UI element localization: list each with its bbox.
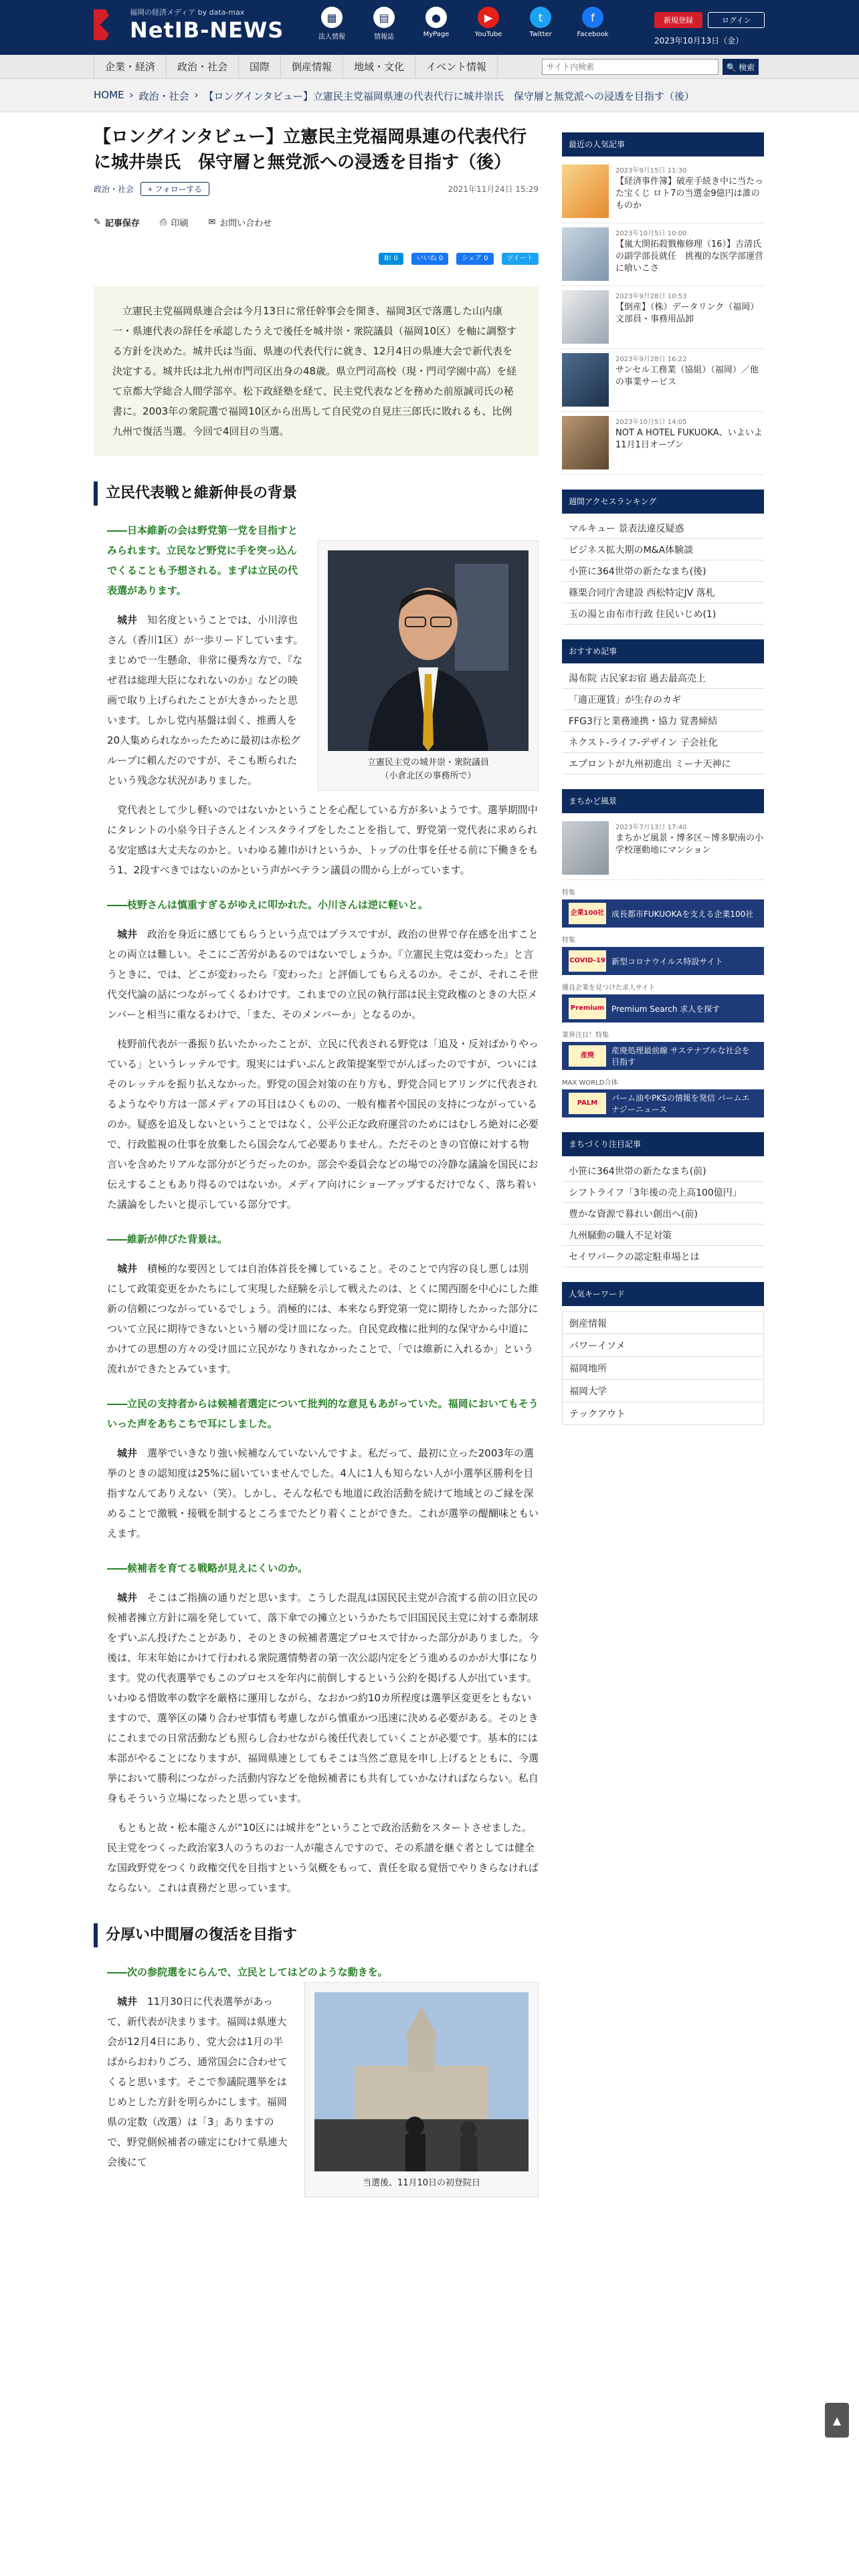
chevron-right-icon: ›	[129, 89, 134, 101]
article-date: 2021年11月24日 15:29	[448, 185, 539, 194]
ranking-item[interactable]: ビジネス拡大期のM&A体験談	[562, 539, 764, 560]
breadcrumb	[0, 79, 859, 112]
header-link-twitter[interactable]	[523, 7, 558, 41]
photo-caption: 当選後、11月10日の初登院日	[362, 2178, 481, 2188]
keyword-item[interactable]: 倒産情報	[562, 1311, 764, 1334]
article-title: まちかど風景・博多区～博多駅南の小学校運動地にマンション	[615, 833, 764, 855]
interview-question: ――維新が伸びた背景は。	[107, 1233, 228, 1245]
recommend-item[interactable]: FFG3行と業務連携・協力 覚書締結	[562, 710, 764, 732]
youtube-icon: ▶	[478, 7, 499, 28]
caption-line: 立憲民主党の城井崇・衆院議員	[367, 758, 489, 768]
article-lead: 立憲民主党福岡県連合会は今月13日に常任幹事会を開き、福岡3区で落選した山内康一・県連代表の辞任を承認したうえで後任を城井崇・衆院議員（福岡10区）を軸に調整する方針を決めた。城井氏は当面、県連の代表代行に就き、12月4日の県連大会で新代表を決定する。城井氏は北九州市門司区出身の48歳。県立門司高校（現・門司学園中高）を経て京都大学総合人間学部卒。松下政経塾を経て、民主党代表などを務めた前原誠司氏の秘書に。2003年の衆院選で福岡10区から出馬して自民党の自見庄三郎氏に敗れるも、比例九州で復活当選。今回で4回目の当選。	[94, 286, 539, 456]
chevron-right-icon: ›	[194, 89, 199, 101]
article-date: 2023年10月5日 14:05	[615, 419, 687, 426]
current-date: 2023年10月13日（金）	[654, 36, 744, 45]
interview-answer	[94, 1588, 539, 1808]
portrait-image	[328, 550, 529, 751]
header-link-label: 法人情報	[318, 33, 345, 41]
speaker-name: 城井	[117, 928, 138, 940]
banner-label: 特集	[562, 889, 575, 897]
answer-text: 選挙でいきなり強い候補なんていないんですよ。私だって、最初に立った2003年の選挙のときの認知度は25%に届いていませんでした。4人に1人も知らない人が小選挙区勝利を目指すなんてありえない（笑）。しかし、そんな私でも地道に政治活動を続けて地域とのご縁を深めることで激戦・接戦を制するところまでたどり着くことができた。これが選挙の醍醐味ともいえます。	[107, 1447, 539, 1539]
interview-answer	[94, 1443, 539, 1543]
magazine-icon: ▤	[373, 7, 395, 28]
ranking-item[interactable]: 篠栗合同庁舎建設 西松特定JV 落札	[562, 582, 764, 603]
town-article[interactable]	[562, 817, 764, 880]
speaker-name: 城井	[117, 614, 138, 626]
popular-article[interactable]	[562, 160, 764, 223]
contact-label: お問い合わせ	[219, 219, 272, 229]
banner-title: Premium Search 求人を探す	[611, 1004, 721, 1014]
popular-articles	[562, 160, 764, 475]
banner-logo: PALM	[569, 1093, 606, 1114]
pencil-icon: ✎	[94, 217, 101, 227]
global-nav	[0, 55, 859, 79]
machizukuri-item[interactable]: セイワパークの認定駐車場とは	[562, 1246, 764, 1267]
sidebar-heading-machizukuri: まちづくり注目記事	[562, 1132, 764, 1156]
popular-article[interactable]	[562, 412, 764, 475]
nav-item-politics[interactable]: 政治・社会	[167, 55, 239, 79]
follow-label: フォローする	[155, 185, 203, 194]
article-thumbnail	[562, 416, 609, 469]
banner-label: 優良企業を見つけた求人サイト	[562, 984, 656, 992]
user-icon: ●	[425, 7, 447, 28]
logo-mark-icon	[94, 9, 124, 40]
keyword-item[interactable]: パワーイソメ	[562, 1334, 764, 1357]
ranking-item[interactable]: 小笹に364世帯の新たなまち(後)	[562, 560, 764, 582]
article	[94, 124, 539, 2204]
article-title: 【ロングインタビュー】立憲民主党福岡県連の代表代行に城井崇氏 保守層と無党派への浸透を目指す（後）	[94, 127, 527, 173]
interview-question: ――候補者を育てる戦略が見えにくいのか。	[107, 1562, 308, 1574]
header-link-label: YouTube	[474, 31, 502, 38]
interview-question: ――日本維新の会は野党第一党を目指すとみられます。立民など野党に手を突っ込んでくることも予想される。まずは立民の代表選があります。	[107, 524, 298, 597]
print-label: 印刷	[171, 219, 189, 229]
answer-text: 11月30日に代表選挙があって、新代表が決まります。福岡は県連大会が12月4日にあり、党大会は1月の半ばからおわりごろ、通常国会に合わせてくると思います。そこで参議院選挙をはじめとした方針を明らかにします。福岡県の定数（改選）は「3」ありますので、野党側候補者の確定にむけて県連大会後にて	[107, 1996, 288, 2168]
search-button-label: 検索	[739, 62, 755, 72]
site-tagline: 福岡の経済メディア by data-max	[130, 8, 245, 17]
feature-banner[interactable]	[562, 947, 764, 975]
article-title: 【嵐大開拓殺戮権修理（16）】吉清氏の副学部長就任 挑複的な医学部運営に喰いこさ	[615, 239, 764, 274]
sidebar-heading-keywords: 人気キーワード	[562, 1282, 764, 1306]
feature-banner[interactable]	[562, 1089, 764, 1117]
article-date: 2023年9月28日 10:53	[615, 293, 687, 300]
site-header	[0, 0, 859, 55]
nav-item-region[interactable]: 地域・文化	[343, 55, 415, 79]
article-thumbnail	[562, 821, 609, 875]
caption-line: （小倉北区の事務所で）	[380, 771, 476, 781]
header-link-label: MyPage	[423, 31, 450, 38]
facebook-share-button[interactable]: シェア 0	[456, 253, 493, 265]
keyword-item[interactable]: 福岡地所	[562, 1357, 764, 1380]
sidebar	[562, 132, 764, 1425]
article-title: 【経済事件簿】破産手続き中に当たった宝くじ ロト7の当選金9億円は誰のものか	[615, 177, 764, 211]
banner-label: 特集	[562, 937, 575, 944]
site-logo[interactable]	[94, 7, 284, 43]
contact-button[interactable]	[208, 216, 272, 229]
sidebar-heading-recommend: おすすめ記事	[562, 639, 764, 663]
search-button[interactable]	[723, 59, 759, 75]
article-thumbnail	[562, 290, 609, 344]
answer-text: 積極的な要因としては自治体首長を擁していること。そのことで内容の良し悪しは別にして政策変更をかたちにして実現した経験を示して戦えたのは、とくに関西圏を中心にした維新の信頼につながっているでしょう。消極的には、本来なら野党第一党に期待したかった部分について立民に期待できないという層の受け皿になった。自民党政権に批判的な保守から中道にかけての思想の方々の受け皿に立民がなりきれなかったことで、「では維新に入れるか」という流れができたとみています。	[107, 1263, 539, 1375]
hatena-share-button[interactable]: B! 0	[379, 253, 403, 265]
share-buttons	[94, 253, 539, 265]
register-button[interactable]: 新規登録	[654, 12, 702, 28]
article-category[interactable]: 政治・社会	[94, 185, 134, 194]
ranking-item[interactable]: マルキュー 景表法違反疑惑	[562, 518, 764, 539]
tweet-button[interactable]: ツイート	[502, 253, 539, 265]
article-title: 【倒産】（株）データリンク（福岡）文部員・事務用品卸	[615, 302, 759, 324]
article-date: 2023年7月13日 17:40	[615, 824, 687, 831]
sidebar-heading-town: まちかど風景	[562, 789, 764, 813]
answer-text: もともと故・松本龍さんが“10区には城井を”ということで政治活動をスタートさせました。民主党をつくった政治家3人のうちのお一人が龍さんですので、その系譜を継ぐ者としては健全な国政野党をつくり政権交代を目指すという気概をもって、責任を取る覚悟でやりきらなければならない。これは責務だと思っています。	[107, 1822, 539, 1894]
banner-logo: 産廃	[569, 1045, 606, 1067]
feature-banner[interactable]	[562, 899, 764, 928]
building-icon: ▦	[321, 7, 343, 28]
article-title: サンセル工務業（協組）（福岡）／他の事業サービス	[615, 365, 759, 387]
sidebar-heading-popular: 最近の人気記事	[562, 132, 764, 156]
banner-title: パーム油やPKSの情報を発信 バームエナジーニュース	[611, 1093, 750, 1114]
banner-logo: 企業100社	[569, 903, 606, 924]
answer-text: 党代表として少し軽いのではないかということを心配している方が多いようです。選挙期間中にタレントの小泉今日子さんとインスタライブをしたことを指して、野党第一党代表に求められる安定感は大丈夫なのかと。いわゆる雑巾がけというか、トップの仕事を任せる前に下働きをもう1、2段すべきではないのかという声がベテラン議員の間から上がっています。	[107, 804, 539, 876]
diet-building-image	[314, 1992, 529, 2171]
machizukuri-item[interactable]: 小笹に364世帯の新たなまち(前)	[562, 1160, 764, 1182]
recommend-item[interactable]: 湯布院 古民家お宿 過去最高売上	[562, 667, 764, 689]
nav-item-bankruptcy[interactable]: 倒産情報	[281, 55, 343, 79]
header-link-label: 情報誌	[374, 33, 394, 41]
recommend-item[interactable]: エプロントが九州初進出 ミーナ天神に	[562, 753, 764, 774]
banner-title: 成長都市FUKUOKAを支える企業100社	[611, 909, 754, 919]
interview-answer	[94, 1259, 539, 1379]
recommend-item[interactable]: 「適正運賃」が生存のカギ	[562, 689, 764, 710]
back-to-top-button[interactable]	[825, 2403, 849, 2438]
twitter-icon: t	[530, 7, 551, 28]
breadcrumb-home[interactable]: HOME	[94, 89, 124, 101]
interview-answer	[94, 1034, 539, 1214]
article-thumbnail	[562, 227, 609, 281]
speaker-name: 城井	[117, 1447, 138, 1459]
interview-photo	[304, 1982, 539, 2197]
header-link-facebook[interactable]	[575, 7, 610, 41]
section-heading: 立民代表戦と維新伸長の背景	[94, 481, 539, 506]
machizukuri-item[interactable]: 豊かな資源で暮れい創出へ(前)	[562, 1203, 764, 1224]
feature-banner[interactable]	[562, 994, 764, 1023]
machizukuri-item[interactable]: シフトライフ「3年後の売上高100億円」	[562, 1182, 764, 1203]
article-date: 2023年9月15日 11:30	[615, 167, 687, 175]
article-date: 2023年9月28日 16:22	[615, 356, 687, 363]
nav-item-events[interactable]: イベント情報	[415, 55, 498, 79]
keyword-list	[562, 1311, 764, 1425]
ranking-item[interactable]: 玉の湯と由布市行政 住民いじめ(1)	[562, 603, 764, 625]
article-actions	[94, 216, 539, 229]
sidebar-heading-ranking: 週間アクセスランキング	[562, 490, 764, 514]
banner-title: 新型コロナウイルス特設サイト	[611, 956, 723, 966]
article-title: NOT A HOTEL FUKUOKA、いよいよ11月1日オープン	[615, 428, 763, 450]
header-link-corporate[interactable]	[314, 7, 349, 41]
popular-article[interactable]	[562, 286, 764, 349]
interview-photo	[318, 540, 539, 790]
speaker-name: 城井	[117, 1592, 138, 1604]
search-icon: 🔍	[726, 62, 737, 72]
header-link-label: Facebook	[577, 31, 609, 38]
site-name: NetIB-NEWS	[130, 17, 284, 43]
interview-question: ――次の参院選をにらんで、立民としてはどのような動きを。	[107, 1966, 388, 1978]
facebook-icon: f	[582, 7, 603, 28]
nav-item-international[interactable]: 国際	[239, 55, 281, 79]
answer-text: 知名度ということでは、小川淳也さん（香川1区）が一歩リードしています。まじめで一生懸命、非常に優秀な方で、『なぜ君は総理大臣になれないのか』などの映画で取り上げられたことが大きかったと思います。しかし党内基盤は弱く、推薦人を20人集められなかったために最初は赤松グループに頼んだのですが、そこも断られたという残念な状況がありました。	[107, 614, 304, 786]
print-icon: ⎙	[159, 217, 167, 227]
header-link-mypage[interactable]	[419, 7, 454, 41]
follow-button[interactable]: + フォローする	[140, 182, 209, 196]
banner-title: 産廃処理最前線 サステナブルな社会を目指す	[611, 1046, 750, 1067]
popular-article[interactable]	[562, 223, 764, 286]
answer-text: 枝野前代表が一番振り払いたかったことが、立民に代表される野党は「追及・反対ばかりやっている」というレッテルです。現実にはずいぶんと政策提案型でがんばったのですが、ついにはそのレッテルを振り払えなかった。野党の国会対策の在り方も、野党合同ヒアリングに代表されるようなやり方は一部メディアの耳目はひくものの、一般有権者や国民の支持につながっているのか。疑惑を追及しないということではなく、公平公正な政府運営のためにはむしろ絶対に必要で、行政監視の仕事を放棄したら国会なんて必要ありません。ただそのときの官僚に対する物言いを含めたリアルな部分がどうだったのか。部会や委員会などの場での冷静な議論を国民にお伝えすることもあり得るのではないか。メディア向けにショーアップするだけでなく、落ち着いた議論をしたいと提示している部分です。	[107, 1038, 539, 1210]
header-icons	[314, 7, 610, 41]
header-account	[654, 12, 765, 46]
keyword-item[interactable]: テックアウト	[562, 1402, 764, 1425]
login-button[interactable]: ログイン	[708, 12, 765, 28]
speaker-name: 城井	[117, 1996, 138, 2008]
feature-banner[interactable]	[562, 1042, 764, 1070]
search-input[interactable]	[542, 59, 719, 75]
print-button[interactable]	[160, 216, 188, 229]
answer-text: 政治を身近に感じてもらうという点ではプラスですが、政治の世界で存在感を出すこととの両立は難しい。そこにご苦労があるのではないでしょうか。『立憲民主党は変わった』と言うときに、では、どこが変わったら『変わった』と評価してもらえるのか。そこが、それこそ世代交代論の話につながってくるわけです。これまでの立民の執行部は民主党政権のときの大臣メンバーと相当に重なるわけで、「また、そのメンバーか」となるのか。	[107, 928, 539, 1021]
photo-caption	[328, 756, 529, 783]
site-search	[542, 59, 759, 75]
recommend-list	[562, 667, 764, 774]
nav-item-economy[interactable]: 企業・経済	[94, 55, 167, 79]
banner-label: 業界注目！特集	[562, 1032, 609, 1039]
mail-icon: ✉	[208, 217, 216, 227]
interview-question: ――立民の支持者からは候補者選定について批判的な意見もあがっていた。福岡においてもそういった声をあちこちで耳にしました。	[107, 1398, 539, 1430]
section-heading: 分厚い中間層の復活を目指す	[94, 1923, 539, 1947]
header-link-magazine[interactable]	[367, 7, 401, 41]
header-link-youtube[interactable]	[471, 7, 506, 41]
popular-article[interactable]	[562, 349, 764, 412]
save-label: 記事保存	[104, 219, 140, 229]
arrow-up-icon: ▲	[832, 2413, 842, 2427]
banner-logo: COVID-19	[569, 950, 606, 972]
breadcrumb-category[interactable]: 政治・社会	[138, 90, 189, 102]
header-link-label: Twitter	[529, 31, 552, 38]
interview-answer	[94, 924, 539, 1025]
banner-logo: Premium	[569, 998, 606, 1019]
recommend-item[interactable]: ネクスト-ライフ-デザイン 子会社化	[562, 732, 764, 753]
ranking-list	[562, 518, 764, 625]
facebook-like-button[interactable]: いいね 0	[411, 253, 449, 265]
interview-answer	[94, 1818, 539, 1898]
answer-text: そこはご指摘の通りだと思います。こうした混乱は国民民主党が合流する前の旧立民の候補者擁立方針に端を発していて、落下傘での擁立というかたちで旧国民民主党に対する牽制球をずいぶん投げたことがあり、そのときの候補者選定プロセスで甘かった部分がありました。今後は、年末年始にかけて行われる衆院選情勢者の第一次公認内定をどう進めるのかが大事になります。党の代表選挙でもこのプロセスを年内に前倒しするという公約を掲げる人が出ています。いわゆる惜敗率の数字を厳格に運用しながら、なおかつ約10カ所程度は選挙区変更をともないますので、選挙区の隣り合わせ事情も考慮しながら慎重かつ迅速に決める必要がある。そのときにこれまでの日常活動なども照らし合わせながら後任代表していくことが必要です。基本的には本部がやることになりますが、福岡県連としてもそこは当然ご意見を申し上げるとともに、今選挙において勝利につながった活動内容などを他候補者にも共有していかなければならない。私自身もそういう立場になったと思っています。	[107, 1592, 539, 1804]
speaker-name: 城井	[117, 1263, 138, 1275]
save-article-button[interactable]	[94, 216, 140, 229]
interview-question: ――枝野さんは慎重すぎるがゆえに叩かれた。小川さんは逆に軽いと。	[107, 899, 429, 911]
keyword-item[interactable]: 福岡大学	[562, 1380, 764, 1402]
article-thumbnail	[562, 353, 609, 407]
machizukuri-item[interactable]: 九州騒動の職人不足対策	[562, 1224, 764, 1246]
banner-label: MAX WORLD合体	[562, 1079, 618, 1087]
breadcrumb-current: 【ロングインタビュー】立憲民主党福岡県連の代表代行に城井崇氏 保守層と無党派への浸透を目指す（後）	[203, 90, 694, 102]
article-thumbnail	[562, 165, 609, 218]
interview-answer	[94, 800, 539, 880]
article-date: 2023年10月5日 10:00	[615, 230, 687, 237]
machizukuri-list	[562, 1160, 764, 1267]
